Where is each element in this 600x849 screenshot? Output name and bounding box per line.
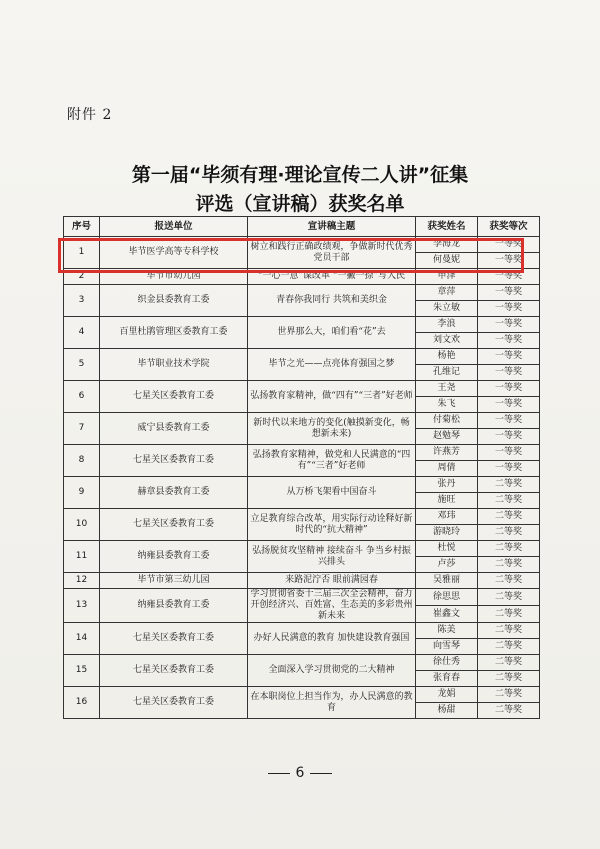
row-topic: 世界那么大，咱们看“花”去 [248, 317, 416, 349]
row-award-level: 一等奖 [478, 397, 540, 413]
row-award-level: 二等奖 [478, 557, 540, 573]
row-winner-name: 杨艳 [416, 349, 478, 365]
document-title-line2: 评选（宣讲稿）获奖名单 [195, 193, 405, 215]
row-unit: 毕节市第三幼儿园 [100, 573, 248, 589]
row-award-level: 二等奖 [478, 671, 540, 687]
page-number [0, 765, 600, 781]
row-unit: 毕节职业技术学院 [100, 349, 248, 381]
row-winner-name: 陈美 [416, 623, 478, 639]
row-topic: 立足教育综合改革，用实际行动诠释好新时代的“抗大精神” [248, 509, 416, 541]
row-topic: 新时代以来地方的变化(触摸新变化，畅想新未来) [248, 413, 416, 445]
row-award-level: 一等奖 [478, 269, 540, 285]
row-number: 9 [64, 477, 100, 509]
row-unit: 毕节市幼儿园 [100, 269, 248, 285]
row-award-level: 二等奖 [478, 589, 540, 606]
table-header-row [64, 217, 540, 237]
row-award-level: 二等奖 [478, 687, 540, 703]
row-award-level: 一等奖 [478, 461, 540, 477]
row-unit: 毕节医学高等专科学校 [100, 237, 248, 269]
row-award-level: 二等奖 [478, 509, 540, 525]
row-topic: 从万桥飞架看中国奋斗 [248, 477, 416, 509]
row-winner-name: 朱立敏 [416, 301, 478, 317]
row-winner-name: 李浪 [416, 317, 478, 333]
table-row [64, 573, 540, 589]
table-row [64, 349, 540, 365]
table-row [64, 509, 540, 525]
row-award-level: 一等奖 [478, 349, 540, 365]
row-winner-name: 王尧 [416, 381, 478, 397]
header-unit: 报送单位 [100, 217, 248, 237]
row-number: 15 [64, 655, 100, 687]
row-number: 5 [64, 349, 100, 381]
table-row [64, 445, 540, 461]
row-topic: 办好人民满意的教育 加快建设教育强国 [248, 623, 416, 655]
row-award-level: 二等奖 [478, 525, 540, 541]
page-dash-left [268, 773, 290, 774]
row-award-level: 二等奖 [478, 703, 540, 719]
row-award-level: 二等奖 [478, 606, 540, 623]
row-winner-name: 游晓玲 [416, 525, 478, 541]
row-number: 14 [64, 623, 100, 655]
row-unit: 七星关区委教育工委 [100, 687, 248, 719]
row-unit: 七星关区委教育工委 [100, 623, 248, 655]
row-award-level: 二等奖 [478, 573, 540, 589]
table-body [64, 237, 540, 719]
row-unit: 纳雍县委教育工委 [100, 541, 248, 573]
table-row [64, 477, 540, 493]
table-row [64, 623, 540, 639]
row-award-level: 二等奖 [478, 541, 540, 557]
row-winner-name: 章萍 [416, 285, 478, 301]
table-row [64, 589, 540, 606]
row-winner-name: 张育春 [416, 671, 478, 687]
table-row [64, 381, 540, 397]
row-winner-name: 杨甜 [416, 703, 478, 719]
row-unit: 七星关区委教育工委 [100, 655, 248, 687]
row-award-level: 一等奖 [478, 333, 540, 349]
row-award-level: 二等奖 [478, 493, 540, 509]
row-winner-name: 徐仕秀 [416, 655, 478, 671]
header-topic: 宣讲稿主题 [248, 217, 416, 237]
row-number: 7 [64, 413, 100, 445]
row-winner-name: 李海龙 [416, 237, 478, 253]
header-no: 序号 [64, 217, 100, 237]
row-award-level: 二等奖 [478, 477, 540, 493]
row-award-level: 一等奖 [478, 381, 540, 397]
row-number: 3 [64, 285, 100, 317]
table-row [64, 687, 540, 703]
row-winner-name: 朱飞 [416, 397, 478, 413]
row-number: 13 [64, 589, 100, 623]
table-row [64, 541, 540, 557]
row-number: 8 [64, 445, 100, 477]
row-winner-name: 徐思思 [416, 589, 478, 606]
row-topic: 弘扬教育家精神，做“四有”“三者”好老师 [248, 381, 416, 413]
document-title-line1: 第一届“毕须有理·理论宣传二人讲”征集 [131, 164, 469, 186]
row-topic: 弘扬教育家精神，做党和人民满意的“四有”“三者”好老师 [248, 445, 416, 477]
table-row [64, 285, 540, 301]
row-winner-name: 施旺 [416, 493, 478, 509]
row-number: 10 [64, 509, 100, 541]
row-unit: 七星关区委教育工委 [100, 445, 248, 477]
row-award-level: 一等奖 [478, 445, 540, 461]
award-table [63, 216, 540, 719]
table-row [64, 237, 540, 253]
row-unit: 百里杜鹃管理区委教育工委 [100, 317, 248, 349]
table-row [64, 655, 540, 671]
row-unit: 威宁县委教育工委 [100, 413, 248, 445]
row-winner-name: 向雪琴 [416, 639, 478, 655]
row-unit: 七星关区委教育工委 [100, 509, 248, 541]
row-number: 4 [64, 317, 100, 349]
row-topic: 毕节之光——点亮体育强国之梦 [248, 349, 416, 381]
row-award-level: 一等奖 [478, 429, 540, 445]
row-winner-name: 崔鑫文 [416, 606, 478, 623]
row-award-level: 一等奖 [478, 285, 540, 301]
header-name: 获奖姓名 [416, 217, 478, 237]
row-winner-name: 周倩 [416, 461, 478, 477]
row-topic: 树立和践行正确政绩观，争做新时代优秀党员干部 [248, 237, 416, 269]
row-award-level: 二等奖 [478, 639, 540, 655]
row-winner-name: 孔维记 [416, 365, 478, 381]
row-award-level: 一等奖 [478, 253, 540, 269]
row-winner-name: 刘文欢 [416, 333, 478, 349]
row-award-level: 二等奖 [478, 655, 540, 671]
row-winner-name: 卢莎 [416, 557, 478, 573]
row-unit: 赫章县委教育工委 [100, 477, 248, 509]
row-winner-name: 吴雅丽 [416, 573, 478, 589]
row-award-level: 二等奖 [478, 623, 540, 639]
row-award-level: 一等奖 [478, 317, 540, 333]
row-winner-name: 何曼妮 [416, 253, 478, 269]
table-row [64, 413, 540, 429]
row-winner-name: 赵勉琴 [416, 429, 478, 445]
row-winner-name: 许燕芳 [416, 445, 478, 461]
row-topic: 弘扬脱贫攻坚精神 接续奋斗 争当乡村振兴排头 [248, 541, 416, 573]
row-topic: 青春你我同行 共筑和美织金 [248, 285, 416, 317]
row-topic: 在本职岗位上担当作为，办人民满意的教育 [248, 687, 416, 719]
page-dash-right [310, 773, 332, 774]
row-winner-name: 龙娟 [416, 687, 478, 703]
row-winner-name: 张丹 [416, 477, 478, 493]
row-unit: 织金县委教育工委 [100, 285, 248, 317]
row-topic: 学习贯彻省委十三届三次全会精神，奋力开创经济兴、百姓富、生态美的多彩贵州新未来 [248, 589, 416, 623]
row-award-level: 一等奖 [478, 237, 540, 253]
row-award-level: 一等奖 [478, 413, 540, 429]
row-unit: 七星关区委教育工委 [100, 381, 248, 413]
row-winner-name: 申泽 [416, 269, 478, 285]
row-topic: 全面深入学习贯彻党的二大精神 [248, 655, 416, 687]
row-number: 12 [64, 573, 100, 589]
row-winner-name: 付菊松 [416, 413, 478, 429]
row-number: 11 [64, 541, 100, 573]
row-number: 16 [64, 687, 100, 719]
row-award-level: 一等奖 [478, 365, 540, 381]
row-number: 2 [64, 269, 100, 285]
row-topic: 来路泥泞否 眼前满园春 [248, 573, 416, 589]
row-winner-name: 邓玮 [416, 509, 478, 525]
row-number: 6 [64, 381, 100, 413]
row-award-level: 一等奖 [478, 301, 540, 317]
table-row [64, 317, 540, 333]
row-number: 1 [64, 237, 100, 269]
page-number-value: 6 [295, 765, 305, 781]
header-award: 获奖等次 [478, 217, 540, 237]
row-topic: “一心一意”谋改革 “一撇一捺”写人民 [248, 269, 416, 285]
row-winner-name: 杜悦 [416, 541, 478, 557]
table-row [64, 269, 540, 285]
row-unit: 纳雍县委教育工委 [100, 589, 248, 623]
attachment-label: 附件 2 [67, 107, 113, 123]
